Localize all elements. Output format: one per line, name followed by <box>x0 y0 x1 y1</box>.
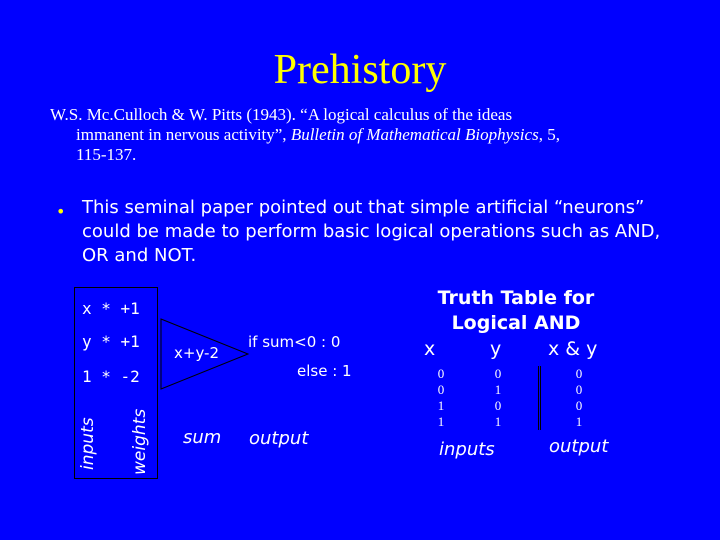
truth-table-title: Truth Table for Logical AND <box>437 287 595 334</box>
citation-line-2-post: , 5, <box>538 125 560 144</box>
table-cell: 1 <box>458 414 540 430</box>
table-cell: 0 <box>437 366 445 381</box>
citation <box>50 105 690 165</box>
sum-expression: x+y-2 <box>174 344 220 362</box>
weights-label: weights <box>130 408 150 475</box>
truth-table-output-label: output <box>549 436 609 457</box>
slide-title: Prehistory <box>273 47 447 93</box>
table-cell: 0 <box>458 366 540 382</box>
bullet-dot-icon: • <box>56 202 66 221</box>
activation-if: if sum<0 : 0 <box>248 333 341 351</box>
table-row <box>424 414 617 430</box>
input-x-weight: x * +1 <box>82 299 140 318</box>
column-y-header: y <box>490 338 502 360</box>
input-y-weight: y * +1 <box>82 332 140 351</box>
citation-line-2 <box>50 125 690 145</box>
activation-else: else : 1 <box>297 362 352 380</box>
citation-line-1: W.S. Mc.Culloch & W. Pitts (1943). “A logical calculus of the ideas <box>50 105 513 124</box>
truth-table <box>424 366 617 430</box>
bullet-text: This seminal paper pointed out that simple artificial “neurons” could be made to perform basic logical operations such as AND, OR and NOT. <box>82 197 661 266</box>
column-and-header: x & y <box>548 338 598 360</box>
table-cell: 1 <box>458 382 540 398</box>
journal-name: Bulletin of Mathematical Biophysics <box>290 125 539 144</box>
output-label: output <box>249 428 309 449</box>
table-cell: 1 <box>437 414 445 429</box>
column-x-header: x <box>424 338 436 360</box>
citation-line-3: 115-137. <box>76 145 137 164</box>
sum-label: sum <box>183 427 222 448</box>
table-cell: 1 <box>575 414 583 429</box>
table-row <box>424 366 617 382</box>
citation-line-2-pre: immanent in nervous activity”, <box>76 125 291 144</box>
table-cell: 0 <box>575 398 583 413</box>
table-row <box>424 398 617 414</box>
table-cell: 0 <box>575 366 583 381</box>
table-cell: 1 <box>437 398 445 413</box>
table-cell: 0 <box>575 382 583 397</box>
table-cell: 0 <box>437 382 445 397</box>
input-bias-weight: 1 * -2 <box>82 367 140 386</box>
table-row <box>424 382 617 398</box>
inputs-label: inputs <box>78 417 98 470</box>
table-cell: 0 <box>458 398 540 414</box>
truth-table-inputs-label: inputs <box>439 439 495 460</box>
